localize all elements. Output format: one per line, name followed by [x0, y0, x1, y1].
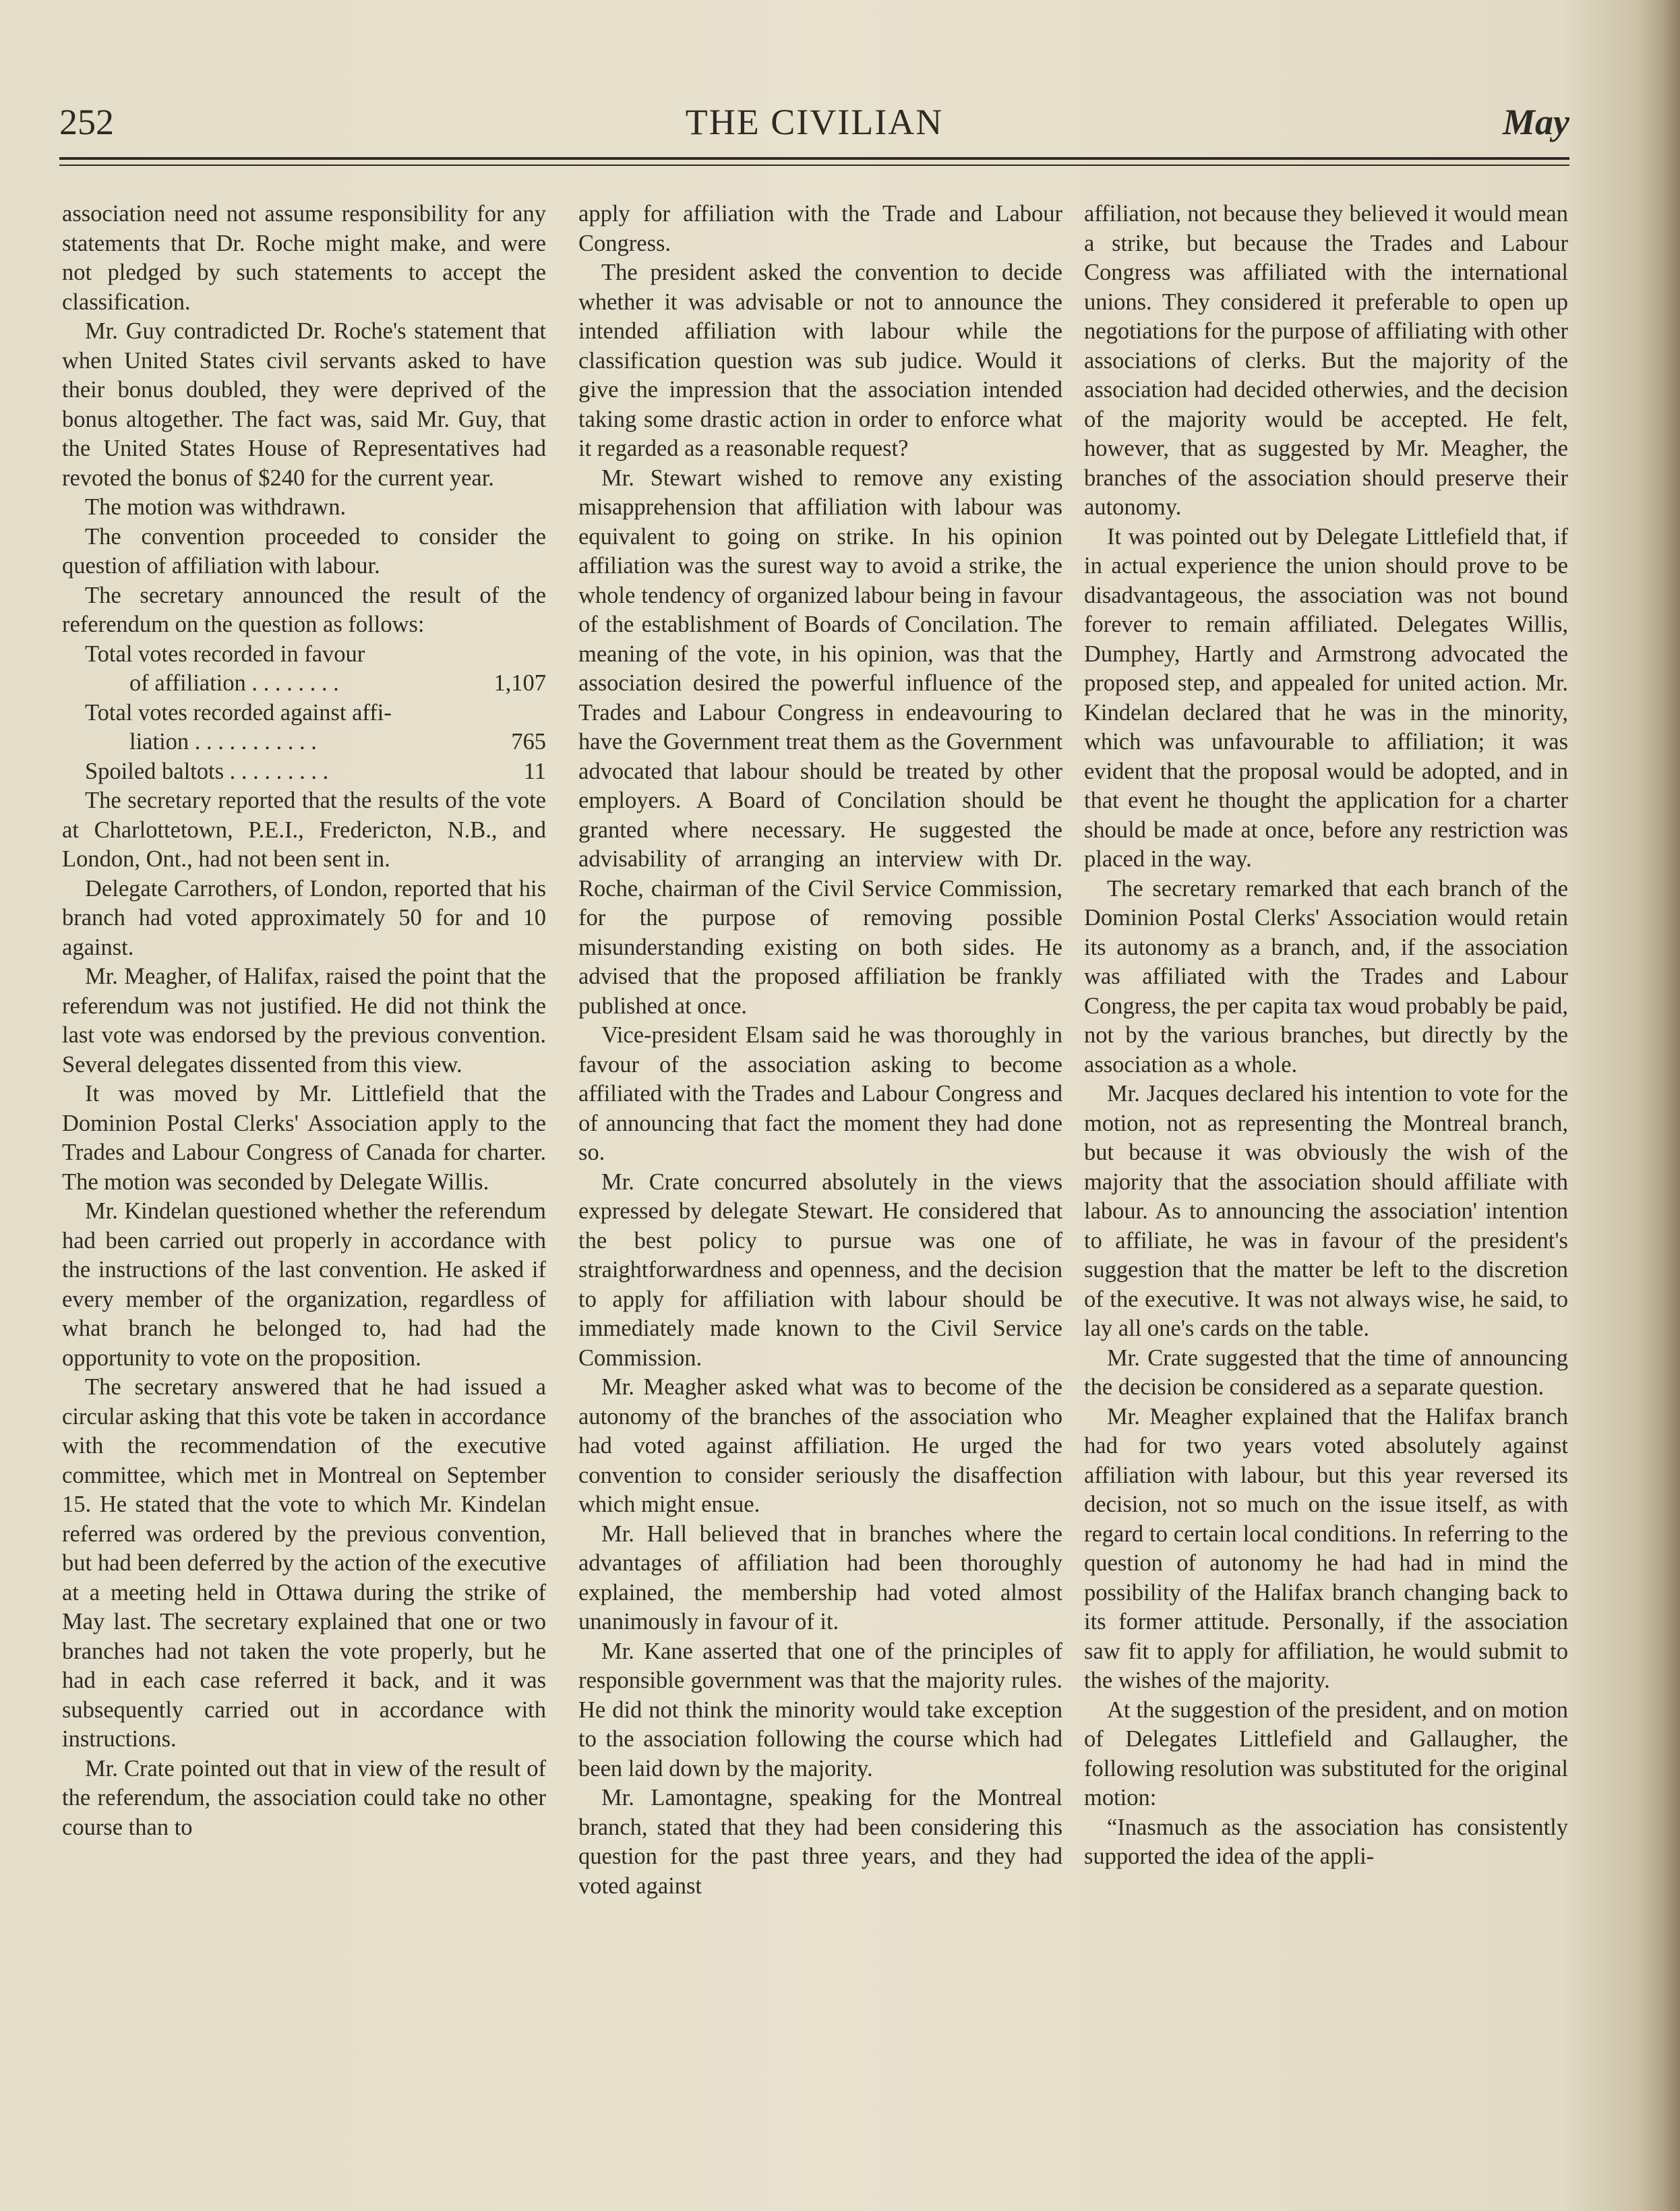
paragraph: The president asked the convention to decide whether it was advisable or not to announce the intended affiliation with labour while the classification question was sub judice. Would it give the impression that the association intended taking some drastic action in order to enforce what it regarded as a reasonable request?: [578, 260, 1062, 461]
paragraph: At the suggestion of the president, and on motion of Delegates Littlefield and Gallaugher, the following resolution was substituted for the original motion:: [1084, 1697, 1568, 1810]
tally-favour-label-cont: of affiliation . . . . . . . .: [129, 670, 339, 696]
paragraph: association need not assume responsibility for any statements that Dr. Roche might make, and were not pledged by such statements to accept the classification.: [62, 201, 546, 315]
paragraph: It was pointed out by Delegate Littlefield that, if in actual experience the union should prove to be disadvantageous, the association was not bound forever to remain affiliated. Delegates Willis, Dumphey, Hartly and Armstrong advocated the proposed step, and appealed for united action. Mr. Kindelan declared that he was in the minority, which was unfavourable to affiliation; it was evident that the proposal would be adopted, and in that event he thought the application for a charter should be made at once, before any restriction was placed in the way.: [1084, 523, 1568, 872]
paragraph: Mr. Kane asserted that one of the principles of responsible government was that the majority rules. He did not think the minority would take exception to the association following the course which had been laid down by the majority.: [578, 1638, 1062, 1781]
tally-against-label: Total votes recorded against affi-: [85, 699, 392, 726]
paragraph: affiliation, not because they believed it would mean a strike, but because the Trades and Labour Congress was affiliated with the international unions. They considered it preferable to open up negotiations for the purpose of affiliating with other associations of clerks. But the majority of the association had decided otherwies, and the decision of the majority would be accepted. He felt, however, that as suggested by Mr. Meagher, the branches of the association should preserve their autonomy.: [1084, 201, 1568, 520]
page-header: [59, 101, 1569, 148]
paragraph: The secretary remarked that each branch of the Dominion Postal Clerks' Association would retain its autonomy as a branch, and, if the association was affiliated with the Trades and Labour Congress, the per capita tax woud probably be paid, not by the various branches, but directly by the association as a whole.: [1084, 875, 1568, 1078]
tally-against-label-cont: liation . . . . . . . . . . .: [129, 729, 317, 755]
paragraph: Vice-president Elsam said he was thoroughly in favour of the association asking to become affiliated with the Trades and Labour Congress and of announcing that fact the moment they had done so.: [578, 1022, 1062, 1165]
paragraph: “Inasmuch as the association has consistently supported the idea of the appli-: [1084, 1814, 1568, 1869]
issue-month: May: [1503, 102, 1569, 142]
referendum-tally: [62, 640, 546, 787]
paragraph: Mr. Meagher, of Halifax, raised the point that the referendum was not justified. He did not think the last vote was endorsed by the previous convention. Several delegates dissented from this view.: [62, 964, 546, 1078]
paragraph: Mr. Crate concurred absolutely in the views expressed by delegate Stewart. He considered that the best policy to pursue was one of straightforwardness and openness, and the decision to apply for affiliation with labour should be immediately made known to the Civil Service Commission.: [578, 1169, 1062, 1371]
text-column-3: [1084, 200, 1568, 2175]
header-rule-thin: [59, 165, 1569, 166]
paragraph: Mr. Crate pointed out that in view of the result of the referendum, the association could take no other course than to: [62, 1755, 546, 1840]
paragraph: Mr. Meagher explained that the Halifax branch had for two years voted absolutely against affiliation with labour, but this year reversed its decision, not so much on the issue itself, as with regard to certain local conditions. In referring to the question of autonomy he had had in mind the possibility of the Halifax branch changing back to its former attitude. Personally, if the association saw fit to apply for affiliation, he would submit to the wishes of the majority.: [1084, 1403, 1568, 1693]
paragraph: Mr. Lamontagne, speaking for the Montreal branch, stated that they had been considering this question for the past three years, and they had voted against: [578, 1785, 1062, 1899]
page-number: 252: [59, 102, 114, 142]
paragraph: The secretary reported that the results of the vote at Charlottetown, P.E.I., Fredericton, N.B., and London, Ont., had not been sent in.: [62, 788, 546, 872]
paragraph: The secretary announced the result of the referendum on the question as follows:: [62, 582, 546, 637]
text-column-1: [62, 200, 546, 2175]
tally-spoiled-label: Spoiled baltots . . . . . . . . .: [85, 758, 329, 784]
paragraph: Mr. Jacques declared his intention to vote for the motion, not as representing the Montreal branch, but because it was obviously the wish of the majority that the association should affiliate with labour. As to announcing the association' intention to affiliate, he was in favour of the president's suggestion that the matter be left to the discretion of the executive. It was not always wise, he said, to lay all one's cards on the table.: [1084, 1081, 1568, 1341]
paragraph: Mr. Crate suggested that the time of announcing the decision be considered as a separate question.: [1084, 1345, 1568, 1400]
paragraph: Mr. Hall believed that in branches where the advantages of affiliation had been thoroughly explained, the membership had voted almost unanimously in favour of it.: [578, 1521, 1062, 1634]
paragraph: The motion was withdrawn.: [85, 494, 347, 520]
tally-favour-label: Total votes recorded in favour: [85, 641, 365, 667]
header-rule-thick: [59, 157, 1569, 160]
paragraph: Delegate Carrothers, of London, reported that his branch had voted approximately 50 for and 10 against.: [62, 875, 546, 960]
tally-favour-value: 1,107: [493, 670, 546, 696]
paragraph: apply for affiliation with the Trade and Labour Congress.: [578, 201, 1062, 256]
page-edge-shadow: [1640, 0, 1680, 2211]
journal-title: THE CIVILIAN: [685, 102, 944, 142]
tally-spoiled-value: 11: [523, 758, 546, 784]
paragraph: The convention proceeded to consider the question of affiliation with labour.: [62, 523, 546, 579]
text-column-2: [578, 200, 1062, 2175]
paragraph: The secretary answered that he had issued a circular asking that this vote be taken in accordance with the recommendation of the executive committee, which met in Montreal on September 15. He stated that the vote to which Mr. Kindelan referred was ordered by the previous convention, but had been deferred by the action of the executive at a meeting held in Ottawa during the strike of May last. The secretary explained that one or two branches had not taken the vote properly, but he had in each case referred it back, and it was subsequently carried out in accordance with instructions.: [62, 1374, 546, 1752]
paragraph: It was moved by Mr. Littlefield that the Dominion Postal Clerks' Association apply to the Trades and Labour Congress of Canada for charter. The motion was seconded by Delegate Willis.: [62, 1081, 546, 1195]
paragraph: Mr. Stewart wished to remove any existing misapprehension that affiliation with labour was equivalent to going on strike. In his opinion affiliation was the surest way to avoid a strike, the whole tendency of organized labour being in favour of the establishment of Boards of Concilation. The meaning of the vote, in his opinion, was that the association desired the powerful influence of the Trades and Labour Congress in endeavouring to have the Government treat them as the Government advocated that labour should be treated by other employers. A Board of Concilation should be granted where necessary. He suggested the advisability of arranging an interview with Dr. Roche, chairman of the Civil Service Commission, for the purpose of removing possible misunderstanding existing on both sides. He advised that the proposed affiliation be frankly published at once.: [578, 465, 1062, 1019]
paragraph: Mr. Guy contradicted Dr. Roche's statement that when United States civil servants asked to have their bonus doubled, they were deprived of the bonus altogether. The fact was, said Mr. Guy, that the United States House of Representatives had revoted the bonus of $240 for the current year.: [62, 318, 546, 491]
paragraph: Mr. Kindelan questioned whether the referendum had been carried out properly in accordance with the instructions of the last convention. He asked if every member of the organization, regardless of what branch he belonged to, had had the opportunity to vote on the proposition.: [62, 1198, 546, 1371]
tally-against-value: 765: [511, 729, 546, 755]
paragraph: Mr. Meagher asked what was to become of the autonomy of the branches of the association who had voted against affiliation. He urged the convention to consider seriously the disaffection which might ensue.: [578, 1374, 1062, 1517]
